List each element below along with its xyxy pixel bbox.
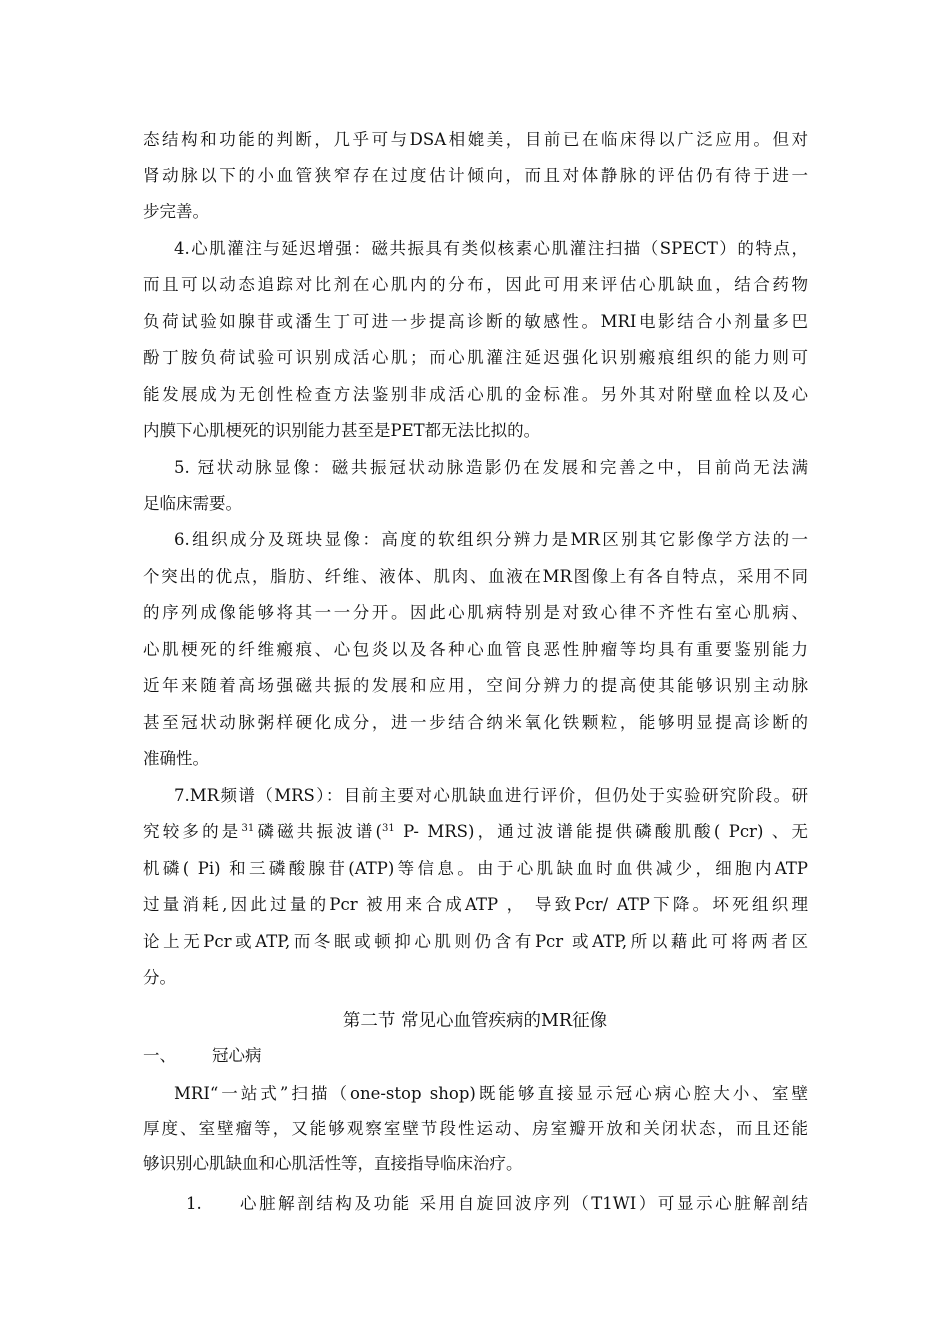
paragraph-line: 而且可以动态追踪对比剂在心肌内的分布，因此可用来评估心肌缺血，结合药物 [143, 275, 808, 294]
paragraph-line: 论上无Pcr或ATP,而冬眠或顿抑心肌则仍含有Pcr 或ATP,所以藉此可将两者区 [143, 932, 808, 951]
paragraph-line: 5. 冠状动脉显像：磁共振冠状动脉造影仍在发展和完善之中，目前尚无法满 [174, 458, 808, 477]
paragraph-line: 厚度、室壁瘤等，又能够观察室壁节段性运动、房室瓣开放和关闭状态，而且还能 [143, 1119, 808, 1138]
paragraph-line: 准确性。 [143, 749, 209, 768]
heading-number: 一、 [143, 1046, 176, 1065]
paragraph-line: 6.组织成分及斑块显像：高度的软组织分辨力是MR区别其它影像学方法的一 [174, 530, 808, 549]
paragraph-line: 步完善。 [143, 202, 209, 221]
section-title: 第二节 常见心血管疾病的MR征像 [342, 1011, 608, 1031]
paragraph-line: 个突出的优点，脂肪、纤维、液体、肌肉、血液在MR图像上有各自特点，采用不同 [143, 567, 808, 586]
paragraph-line: 分。 [143, 968, 176, 987]
paragraph-line: 足临床需要。 [143, 494, 242, 513]
paragraph-line: 机磷( Pi) 和三磷酸腺苷(ATP)等信息。由于心肌缺血时血供减少，细胞内ATP [143, 859, 808, 878]
paragraph-line: 近年来随着高场强磁共振的发展和应用，空间分辨力的提高使其能够识别主动脉 [143, 676, 808, 695]
heading-title: 冠心病 [212, 1046, 262, 1065]
text-span: 磷磁共振波谱( [254, 822, 382, 841]
text-span: P- MRS)，通过波谱能提供磷酸肌酸( Pcr) 、无 [394, 822, 809, 841]
paragraph-line: 心肌梗死的纤维瘢痕、心包炎以及各种心血管良恶性肿瘤等均具有重要鉴别能力 [143, 640, 808, 659]
paragraph-line: 肾动脉以下的小血管狭窄存在过度估计倾向，而且对体静脉的评估仍有待于进一 [143, 166, 808, 185]
paragraph-line [143, 814, 808, 850]
paragraph-line: 7.MR频谱（MRS）：目前主要对心肌缺血进行评价，但仍处于实验研究阶段。研 [174, 786, 808, 805]
paragraph-line: 4.心肌灌注与延迟增强：磁共振具有类似核素心肌灌注扫描（SPECT）的特点， [174, 239, 808, 258]
paragraph-line: 过量消耗,因此过量的Pcr 被用来合成ATP ， 导致Pcr/ ATP下降。坏死组织理 [143, 895, 808, 914]
text-span: 究较多的是 [143, 822, 242, 841]
paragraph-line: 内膜下心肌梗死的识别能力甚至是PET都无法比拟的。 [143, 421, 541, 440]
paragraph-line: 的序列成像能够将其一一分开。因此心肌病特别是对致心律不齐性右室心肌病、 [143, 603, 808, 622]
list-item-text: 心脏解剖结构及功能 采用自旋回波序列（T1WI）可显示心脏解剖结 [240, 1194, 808, 1213]
paragraph-line: 酚丁胺负荷试验可识别成活心肌；而心肌灌注延迟强化识别瘢痕组织的能力则可 [143, 348, 808, 367]
paragraph-line: 够识别心肌缺血和心肌活性等，直接指导临床治疗。 [143, 1154, 523, 1173]
paragraph-line: MRI“一站式”扫描（one-stop shop)既能够直接显示冠心病心腔大小、室壁 [174, 1084, 808, 1103]
superscript: 31 [381, 823, 395, 834]
paragraph-line: 负荷试验如腺苷或潘生丁可进一步提高诊断的敏感性。MRI电影结合小剂量多巴 [143, 312, 808, 331]
superscript: 31 [241, 823, 255, 834]
list-item-number: 1. [186, 1194, 202, 1213]
paragraph-line: 能发展成为无创性检查方法鉴别非成活心肌的金标准。另外其对附壁血栓以及心 [143, 385, 808, 404]
paragraph-line: 态结构和功能的判断，几乎可与DSA相媲美，目前已在临床得以广泛应用。但对 [143, 130, 808, 149]
paragraph-line: 甚至冠状动脉粥样硬化成分，进一步结合纳米氧化铁颗粒，能够明显提高诊断的 [143, 713, 808, 732]
